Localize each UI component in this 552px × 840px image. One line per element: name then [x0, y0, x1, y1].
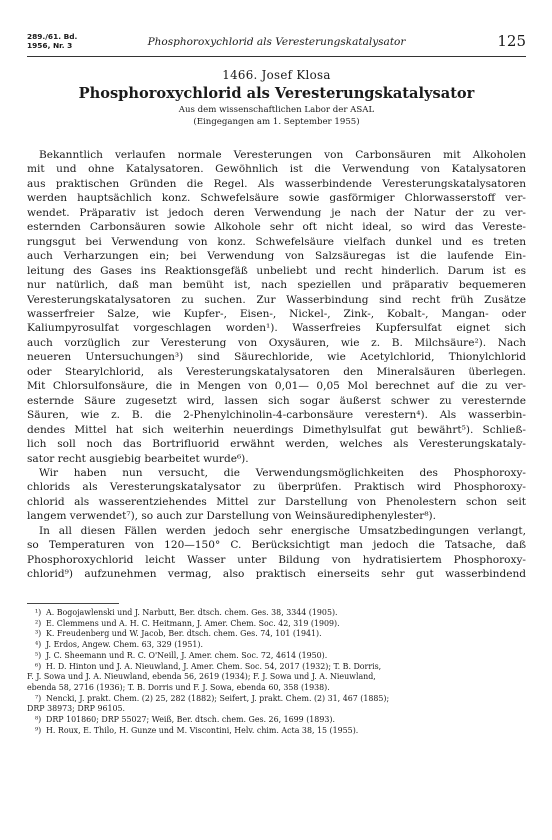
footnote-text: F. J. Sowa und J. A. Nieuwland, ebenda 56, 2619 (1934); F. J. Sowa und J. A. Nieuwland, [27, 672, 376, 682]
body-line: auch vorzüglich zur Veresterung von Oxysäuren, wie z. B. Milchsäure²). Nach [27, 336, 526, 349]
body-line: lich soll noch das Bortrifluorid erwähnt werden, welches als Veresterungskataly- [27, 438, 526, 451]
footnote-number: ²) [35, 618, 42, 628]
footnote-text: J. Erdos, Angew. Chem. 63, 329 (1951). [46, 640, 203, 650]
volume-line: 289./61. Bd. [27, 32, 78, 41]
footnote-text: H. D. Hinton und J. A. Nieuwland, J. Amer. Chem. Soc. 54, 2017 (1932); T. B. Dorris, [46, 661, 382, 671]
author-line: 1466. Josef Klosa [222, 68, 331, 82]
body-line: Veresterungskatalysatoren zu suchen. Zur Wasserbindung sind recht früh Zusätze [27, 293, 526, 306]
body-line: rungsgut bei Verwendung von konz. Schwefelsäure vielfach dunkel und es treten [27, 235, 526, 248]
footnote [27, 726, 526, 737]
footnote-text: H. Roux, E. Thilo, H. Gunze und M. Viscontini, Helv. chim. Acta 38, 15 (1955). [46, 725, 359, 735]
running-title: Phosphoroxychlorid als Veresterungskatalysator [147, 36, 406, 48]
footnote-number: ⁴) [35, 640, 42, 650]
body-line: werden hauptsächlich konz. Schwefelsäure sowie gasförmiger Chlorwasserstoff ver- [27, 192, 526, 205]
footnote [27, 662, 526, 673]
footnote-text: A. Bogojawlenski und J. Narbutt, Ber. dtsch. chem. Ges. 38, 3344 (1905). [46, 608, 338, 617]
page-header [27, 32, 526, 54]
body-line: sator recht ausgiebig bearbeitet wurde⁶). [27, 452, 249, 465]
footnote [27, 651, 526, 662]
footnote-text: DRP 38973; DRP 96105. [27, 704, 126, 714]
footnote-number: ¹) [35, 608, 42, 617]
body-line: dendes Mittel hat sich weiterhin neuerdings Dimethylsulfat gut bewährt⁵). Schließ- [27, 423, 526, 436]
footnote-text: ebenda 58, 2716 (1936); T. B. Dorris und F. J. Sowa, ebenda 60, 358 (1938). [27, 682, 330, 692]
institution: Aus dem wissenschaftlichen Labor der ASAL [178, 105, 375, 115]
footnote-number: ⁵) [35, 650, 42, 660]
body-line: Kaliumpyrosulfat vorgeschlagen worden¹). Wasserfreies Kupfersulfat eignet sich [27, 322, 526, 335]
body-line: Mit Chlorsulfonsäure, die in Mengen von 0,01— 0,05 Mol berechnet auf die zu ver- [27, 380, 526, 393]
body-line: wasserfreier Salze, wie Kupfer-, Eisen-, Nickel-, Zink-, Kobalt-, Mangan- oder [27, 307, 526, 320]
footnote-number: ⁸) [35, 715, 42, 725]
body-line: leitung des Gases ins Reaktionsgefäß unbeliebt und recht hinderlich. Darum ist es [27, 264, 526, 277]
footnote-text: K. Freudenberg und W. Jacob, Ber. dtsch. chem. Ges. 74, 101 (1941). [46, 629, 322, 639]
footnote [27, 672, 526, 683]
article-title: Phosphoroxychlorid als Veresterungskatalysator [78, 85, 475, 102]
body-line: langem verwendet⁷), so auch zur Darstellung von Weinsäurediphenylester⁸). [27, 510, 437, 523]
footnote-number: ⁹) [35, 725, 42, 735]
body-line: esternden Carbonsäuren sowie Alkohole sehr oft nicht ideal, so wird das Vereste- [27, 221, 526, 234]
footnotes [27, 608, 526, 736]
footnote [27, 704, 526, 715]
footnote [27, 629, 526, 640]
footnote [27, 619, 526, 630]
footnote-number: ³) [35, 629, 42, 639]
body-line: wendet. Präparativ ist jedoch deren Verwendung je nach der Natur der zu ver- [27, 206, 526, 219]
body-line: Wir haben nun versucht, die Verwendungsmöglichkeiten des Phosphoroxy- [39, 466, 526, 479]
body-line: mit und ohne Katalysatoren. Gewöhnlich ist die Verwendung von Katalysatoren [27, 163, 526, 176]
footnote-text: E. Clemmens und A. H. C. Heitmann, J. Amer. Chem. Soc. 42, 319 (1909). [46, 618, 340, 628]
body-line: In all diesen Fällen werden jedoch sehr energische Umsatzbedingungen verlangt, [39, 524, 526, 537]
body-line: Phosphoroxychlorid leicht Wasser unter Bildung von hydratisiertem Phosphoroxy- [27, 553, 526, 566]
body-line: esternde Säure zugesetzt wird, lassen sich sogar äußerst schwer zu veresternde [27, 394, 526, 407]
footnote [27, 683, 526, 694]
received-date: (Eingegangen am 1. September 1955) [193, 117, 360, 127]
page-number: 125 [497, 32, 526, 50]
body-line: chlorid⁹) aufzunehmen vermag, also praktisch einerseits sehr gut wasserbindend [27, 568, 526, 581]
footnote-rule [27, 603, 119, 604]
body-line: so Temperaturen von 120—150° C. Berücksichtigt man jedoch die Tatsache, daß [27, 539, 526, 552]
body-line: Säuren, wie z. B. die 2-Phenylchinolin-4-carbonsäure verestern⁴). Als wasserbin- [27, 409, 526, 422]
footnote-text: DRP 101860; DRP 55027; Weiß, Ber. dtsch. chem. Ges. 26, 1699 (1893). [46, 715, 335, 725]
body-line: nur natürlich, daß man bemüht ist, nach speziellen und präparativ bequemeren [27, 279, 526, 292]
footnote [27, 608, 526, 619]
footnote [27, 715, 526, 726]
body-line: aus praktischen Gründen die Regel. Als wasserbindende Veresterungskatalysatoren [27, 177, 526, 190]
footnote-text: Nencki, J. prakt. Chem. (2) 25, 282 (1882); Seifert, J. prakt. Chem. (2) 31, 467 (1885); [46, 693, 390, 703]
footnote-number: ⁷) [35, 693, 42, 703]
footnote-text: J. C. Sheemann und R. C. O'Neill, J. Amer. chem. Soc. 72, 4614 (1950). [46, 650, 328, 660]
issue-line: 1956, Nr. 3 [27, 41, 73, 50]
body-line: Bekanntlich verlaufen normale Veresterungen von Carbonsäuren mit Alkoholen [39, 149, 526, 161]
article-heading [27, 68, 526, 128]
footnote [27, 640, 526, 651]
body-line: chlorids als Veresterungskatalysator zu überprüfen. Praktisch wird Phosphoroxy- [27, 481, 526, 494]
body-line: neueren Untersuchungen³) sind Säurechloride, wie Acetylchlorid, Thionylchlorid [27, 351, 526, 364]
header-rule [27, 56, 526, 57]
footnote [27, 694, 526, 705]
body-line: auch Verharzungen ein; bei Verwendung von Salzsäuregas ist die laufende Ein- [27, 250, 526, 263]
body-line: oder Stearylchlorid, als Veresterungskatalysatoren den Mineralsäuren überlegen. [27, 365, 526, 378]
article-body [27, 148, 526, 582]
footnote-number: ⁶) [35, 661, 42, 671]
body-line: chlorid als wasserentziehendes Mittel zur Darstellung von Phenolestern schon seit [27, 495, 526, 508]
